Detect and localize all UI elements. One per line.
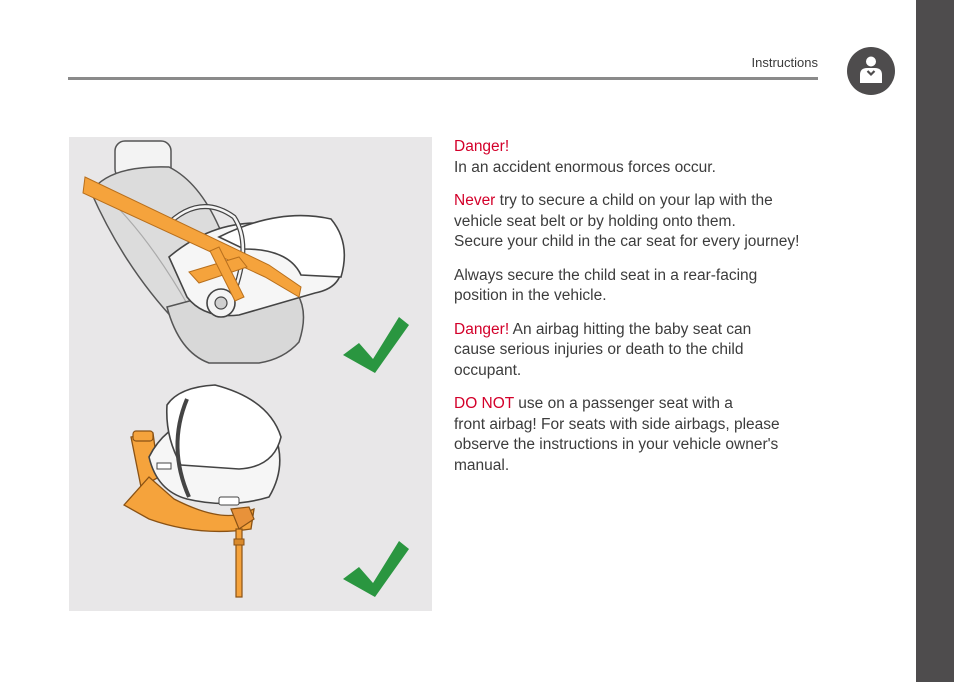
instruction-text xyxy=(454,137,834,489)
text-line: cause serious injuries or death to the child xyxy=(454,341,744,358)
paragraph-do-not-front-airbag xyxy=(454,394,834,476)
text-line: observe the instructions in your vehicle owner's xyxy=(454,436,779,453)
checkmark-icon xyxy=(343,317,409,373)
text-line: position in the vehicle. xyxy=(454,287,607,304)
text-line: manual. xyxy=(454,456,510,474)
text-line: In an accident enormous forces occur. xyxy=(454,158,716,176)
header-rule xyxy=(68,77,818,80)
person-icon xyxy=(847,47,895,95)
paragraph-danger-forces xyxy=(454,137,834,178)
side-bar xyxy=(916,0,954,682)
car-seat-belted-icon xyxy=(83,141,344,363)
illustration-panel xyxy=(69,137,432,611)
text-line: Secure your child in the car seat for every journey! xyxy=(454,233,800,250)
text-line: Always secure the child seat in a rear-facing xyxy=(454,266,758,284)
car-seat-base-icon xyxy=(124,385,281,597)
section-label: Instructions xyxy=(751,55,818,70)
text-line: vehicle seat belt or by holding onto them. xyxy=(454,212,736,230)
paragraph-never-lap xyxy=(454,191,834,253)
paragraph-danger-airbag xyxy=(454,320,834,382)
paragraph-rear-facing xyxy=(454,266,834,307)
text-line: occupant. xyxy=(454,361,522,379)
text-line: use on a passenger seat with a xyxy=(514,395,733,412)
alert-danger: Danger! xyxy=(454,138,510,155)
alert-never: Never xyxy=(454,192,496,209)
alert-do-not: DO NOT xyxy=(454,395,514,412)
alert-danger-airbag: Danger! xyxy=(454,320,510,338)
text-line: An airbag hitting the baby seat can xyxy=(509,320,752,338)
text-line: try to secure a child on your lap with the xyxy=(495,192,773,209)
text-line: front airbag! For seats with side airbags, please xyxy=(454,415,780,433)
checkmark-icon xyxy=(343,541,409,597)
